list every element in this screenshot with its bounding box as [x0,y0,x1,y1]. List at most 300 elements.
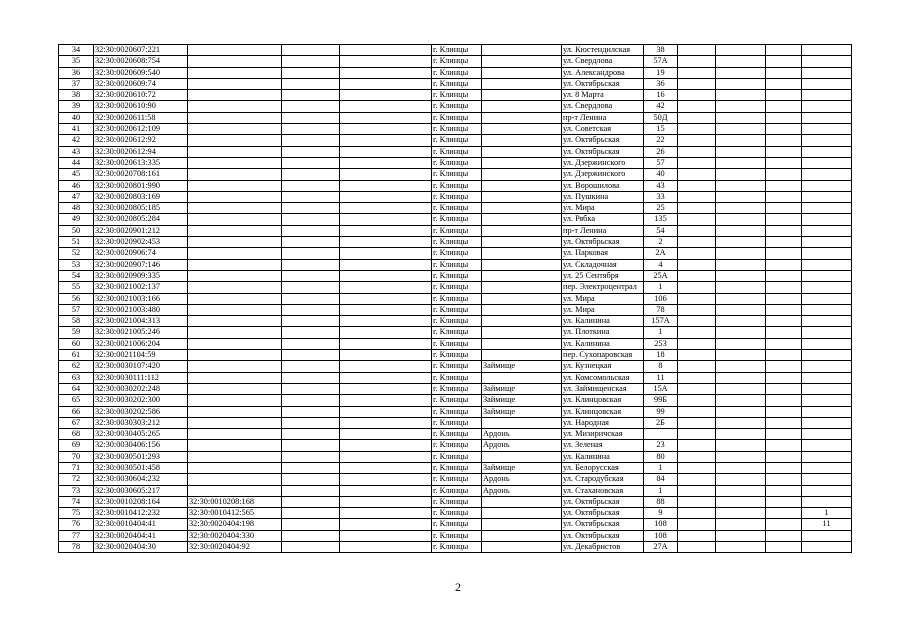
locality-cell: Ардонь [482,440,562,451]
locality-cell [482,508,562,519]
empty-cell [340,101,432,112]
locality-cell [482,237,562,248]
city-cell: г. Клинцы [432,146,482,157]
empty-cell [716,191,766,202]
empty-cell [716,293,766,304]
table-row [59,112,852,123]
house-number-cell: 78 [644,304,678,315]
street-cell: ул. Свердлова [562,101,644,112]
empty-cell [678,350,716,361]
empty-cell [340,508,432,519]
cadastral-number-cell: 32:30:0020907:146 [94,259,188,270]
empty-cell [716,372,766,383]
empty-cell [678,474,716,485]
empty-cell [340,180,432,191]
empty-cell [766,485,802,496]
row-number-cell: 66 [59,406,94,417]
empty-cell [716,304,766,315]
empty-cell [340,485,432,496]
street-cell: ул. Свердлова [562,56,644,67]
table-row [59,361,852,372]
house-number-cell: 25А [644,270,678,281]
linked-cadastral-number-cell [188,90,282,101]
linked-cadastral-number-cell [188,293,282,304]
empty-cell [716,530,766,541]
empty-cell [766,338,802,349]
locality-cell: Ардонь [482,474,562,485]
house-number-cell: 57 [644,157,678,168]
city-cell: г. Клинцы [432,417,482,428]
house-number-cell: 135 [644,214,678,225]
house-number-cell: 36 [644,78,678,89]
cadastral-number-cell: 32:30:0020708:161 [94,169,188,180]
empty-cell [766,383,802,394]
empty-cell [716,496,766,507]
row-number-cell: 64 [59,383,94,394]
empty-cell [340,316,432,327]
street-cell: ул. Советская [562,124,644,135]
empty-cell [678,157,716,168]
linked-cadastral-number-cell [188,350,282,361]
locality-cell [482,316,562,327]
cadastral-number-cell: 32:30:0020805:284 [94,214,188,225]
extra-count-cell [802,248,852,259]
street-cell: ул. Октябрьская [562,519,644,530]
empty-cell [282,67,340,78]
cadastral-number-cell: 32:30:0030604:232 [94,474,188,485]
extra-count-cell [802,90,852,101]
linked-cadastral-number-cell [188,101,282,112]
extra-count-cell [802,146,852,157]
house-number-cell: 15А [644,383,678,394]
empty-cell [678,282,716,293]
empty-cell [716,485,766,496]
city-cell: г. Клинцы [432,293,482,304]
city-cell: г. Клинцы [432,45,482,56]
city-cell: г. Клинцы [432,406,482,417]
extra-count-cell [802,259,852,270]
linked-cadastral-number-cell [188,474,282,485]
house-number-cell: 19 [644,67,678,78]
extra-count-cell [802,429,852,440]
house-number-cell: 40 [644,169,678,180]
row-number-cell: 46 [59,180,94,191]
locality-cell [482,270,562,281]
row-number-cell: 57 [59,304,94,315]
empty-cell [716,214,766,225]
linked-cadastral-number-cell: 32:30:0020404:92 [188,542,282,553]
house-number-cell: 1 [644,327,678,338]
empty-cell [340,90,432,101]
empty-cell [340,293,432,304]
empty-cell [340,259,432,270]
table-row [59,327,852,338]
empty-cell [766,248,802,259]
table-row [59,191,852,202]
empty-cell [282,225,340,236]
linked-cadastral-number-cell [188,112,282,123]
empty-cell [678,124,716,135]
empty-cell [766,316,802,327]
cadastral-number-cell: 32:30:0030111:112 [94,372,188,383]
empty-cell [678,180,716,191]
empty-cell [678,361,716,372]
row-number-cell: 38 [59,90,94,101]
cadastral-number-cell: 32:30:0020404:41 [94,530,188,541]
extra-count-cell [802,417,852,428]
house-number-cell: 108 [644,530,678,541]
city-cell: г. Клинцы [432,101,482,112]
table-row [59,203,852,214]
empty-cell [340,304,432,315]
row-number-cell: 69 [59,440,94,451]
linked-cadastral-number-cell [188,259,282,270]
table-row [59,135,852,146]
empty-cell [766,45,802,56]
city-cell: г. Клинцы [432,496,482,507]
empty-cell [766,282,802,293]
table-row [59,67,852,78]
street-cell: ул. Октябрьская [562,78,644,89]
cadastral-number-cell: 32:30:0021006:204 [94,338,188,349]
table-row [59,508,852,519]
empty-cell [716,462,766,473]
empty-cell [766,350,802,361]
empty-cell [340,530,432,541]
linked-cadastral-number-cell [188,304,282,315]
empty-cell [716,508,766,519]
cadastral-number-cell: 32:30:0020612:92 [94,135,188,146]
table-row [59,282,852,293]
street-cell: ул. Рябка [562,214,644,225]
empty-cell [766,519,802,530]
empty-cell [282,304,340,315]
table-row [59,270,852,281]
locality-cell [482,56,562,67]
empty-cell [282,361,340,372]
house-number-cell: 57А [644,56,678,67]
empty-cell [766,474,802,485]
street-cell: ул. Дзержинского [562,157,644,168]
city-cell: г. Клинцы [432,361,482,372]
extra-count-cell [802,474,852,485]
empty-cell [716,474,766,485]
extra-count-cell [802,124,852,135]
empty-cell [282,338,340,349]
empty-cell [340,440,432,451]
row-number-cell: 51 [59,237,94,248]
house-number-cell: 8 [644,361,678,372]
extra-count-cell [802,395,852,406]
locality-cell: Займище [482,406,562,417]
table-row [59,496,852,507]
empty-cell [716,180,766,191]
locality-cell [482,169,562,180]
empty-cell [678,395,716,406]
extra-count-cell [802,304,852,315]
cadastral-number-cell: 32:30:0010208:164 [94,496,188,507]
locality-cell [482,293,562,304]
empty-cell [282,45,340,56]
linked-cadastral-number-cell [188,327,282,338]
empty-cell [766,372,802,383]
linked-cadastral-number-cell [188,282,282,293]
locality-cell [482,225,562,236]
empty-cell [282,542,340,553]
linked-cadastral-number-cell [188,45,282,56]
linked-cadastral-number-cell [188,462,282,473]
locality-cell [482,304,562,315]
table-row [59,304,852,315]
empty-cell [340,395,432,406]
row-number-cell: 42 [59,135,94,146]
empty-cell [340,350,432,361]
empty-cell [678,508,716,519]
empty-cell [716,225,766,236]
linked-cadastral-number-cell [188,485,282,496]
empty-cell [766,78,802,89]
empty-cell [766,327,802,338]
locality-cell [482,338,562,349]
street-cell: ул. Стародубская [562,474,644,485]
linked-cadastral-number-cell [188,214,282,225]
linked-cadastral-number-cell [188,157,282,168]
city-cell: г. Клинцы [432,124,482,135]
empty-cell [716,237,766,248]
table-row [59,474,852,485]
house-number-cell: 15 [644,124,678,135]
row-number-cell: 62 [59,361,94,372]
table-row [59,372,852,383]
empty-cell [766,451,802,462]
empty-cell [678,417,716,428]
empty-cell [282,282,340,293]
house-number-cell: 99Б [644,395,678,406]
city-cell: г. Клинцы [432,327,482,338]
linked-cadastral-number-cell [188,203,282,214]
cadastral-number-cell: 32:30:0020909:335 [94,270,188,281]
empty-cell [340,406,432,417]
empty-cell [766,135,802,146]
row-number-cell: 55 [59,282,94,293]
empty-cell [716,519,766,530]
house-number-cell: 1 [644,282,678,293]
row-number-cell: 34 [59,45,94,56]
table-row [59,90,852,101]
extra-count-cell [802,350,852,361]
street-cell: ул. Мира [562,304,644,315]
row-number-cell: 39 [59,101,94,112]
city-cell: г. Клинцы [432,203,482,214]
empty-cell [282,417,340,428]
table-row [59,214,852,225]
locality-cell [482,542,562,553]
street-cell: пр-т Ленина [562,112,644,123]
empty-cell [678,383,716,394]
empty-cell [340,203,432,214]
street-cell: ул. Комсомольская [562,372,644,383]
row-number-cell: 54 [59,270,94,281]
house-number-cell: 1 [644,462,678,473]
linked-cadastral-number-cell [188,417,282,428]
table-row [59,451,852,462]
street-cell: ул. Займищенская [562,383,644,394]
street-cell: ул. Калинина [562,338,644,349]
street-cell: ул. 8 Марта [562,90,644,101]
row-number-cell: 36 [59,67,94,78]
cadastral-number-cell: 32:30:0020610:90 [94,101,188,112]
house-number-cell: 50Д [644,112,678,123]
street-cell: ул. Парковая [562,248,644,259]
empty-cell [766,508,802,519]
row-number-cell: 68 [59,429,94,440]
street-cell: пр-т Ленина [562,225,644,236]
row-number-cell: 67 [59,417,94,428]
empty-cell [766,191,802,202]
empty-cell [716,429,766,440]
linked-cadastral-number-cell: 32:30:0010412:565 [188,508,282,519]
empty-cell [340,214,432,225]
linked-cadastral-number-cell [188,191,282,202]
locality-cell [482,157,562,168]
empty-cell [678,67,716,78]
locality-cell [482,90,562,101]
empty-cell [282,180,340,191]
empty-cell [716,316,766,327]
street-cell: ул. Складочная [562,259,644,270]
street-cell: ул. Александрова [562,67,644,78]
empty-cell [678,519,716,530]
empty-cell [678,293,716,304]
empty-cell [340,191,432,202]
house-number-cell: 16 [644,90,678,101]
linked-cadastral-number-cell [188,270,282,281]
extra-count-cell [802,169,852,180]
cadastral-number-cell: 32:30:0020901:212 [94,225,188,236]
extra-count-cell [802,180,852,191]
city-cell: г. Клинцы [432,282,482,293]
extra-count-cell [802,327,852,338]
house-number-cell: 2 [644,237,678,248]
empty-cell [716,361,766,372]
extra-count-cell: 1 [802,508,852,519]
street-cell: ул. Белорусская [562,462,644,473]
linked-cadastral-number-cell [188,124,282,135]
empty-cell [340,451,432,462]
table-body [59,45,852,553]
street-cell: ул. Мира [562,293,644,304]
cadastral-number-cell: 32:30:0020612:109 [94,124,188,135]
linked-cadastral-number-cell [188,146,282,157]
cadastral-number-cell: 32:30:0021002:137 [94,282,188,293]
empty-cell [282,406,340,417]
locality-cell [482,203,562,214]
extra-count-cell [802,293,852,304]
linked-cadastral-number-cell [188,429,282,440]
street-cell: ул. Октябрьская [562,237,644,248]
empty-cell [766,440,802,451]
locality-cell [482,259,562,270]
row-number-cell: 48 [59,203,94,214]
cadastral-number-cell: 32:30:0030202:248 [94,383,188,394]
cadastral-number-cell: 32:30:0030107:420 [94,361,188,372]
empty-cell [678,496,716,507]
empty-cell [716,45,766,56]
empty-cell [282,519,340,530]
table-row [59,417,852,428]
linked-cadastral-number-cell [188,78,282,89]
cadastral-number-cell: 32:30:0020906:74 [94,248,188,259]
street-cell: ул. Клинцовская [562,406,644,417]
empty-cell [678,316,716,327]
empty-cell [716,338,766,349]
cadastral-number-cell: 32:30:0021003:166 [94,293,188,304]
city-cell: г. Клинцы [432,429,482,440]
empty-cell [766,542,802,553]
city-cell: г. Клинцы [432,90,482,101]
city-cell: г. Клинцы [432,485,482,496]
linked-cadastral-number-cell: 32:30:0020404:330 [188,530,282,541]
locality-cell [482,191,562,202]
linked-cadastral-number-cell [188,383,282,394]
extra-count-cell [802,406,852,417]
cadastral-number-cell: 32:30:0030406:156 [94,440,188,451]
empty-cell [678,237,716,248]
cadastral-number-cell: 32:30:0020609:74 [94,78,188,89]
table-row [59,440,852,451]
linked-cadastral-number-cell [188,135,282,146]
house-number-cell: 106 [644,293,678,304]
street-cell: ул. Калинина [562,451,644,462]
row-number-cell: 49 [59,214,94,225]
cadastral-number-cell: 32:30:0010412:232 [94,508,188,519]
empty-cell [340,282,432,293]
city-cell: г. Клинцы [432,78,482,89]
street-cell: ул. Мизиричская [562,429,644,440]
extra-count-cell [802,485,852,496]
extra-count-cell [802,383,852,394]
house-number-cell: 88 [644,496,678,507]
city-cell: г. Клинцы [432,180,482,191]
cadastral-number-cell: 32:30:0030501:293 [94,451,188,462]
locality-cell [482,112,562,123]
house-number-cell: 22 [644,135,678,146]
empty-cell [340,78,432,89]
table-row [59,56,852,67]
extra-count-cell [802,157,852,168]
empty-cell [766,429,802,440]
empty-cell [716,451,766,462]
row-number-cell: 61 [59,350,94,361]
empty-cell [340,45,432,56]
empty-cell [678,56,716,67]
empty-cell [282,327,340,338]
empty-cell [282,350,340,361]
empty-cell [678,270,716,281]
row-number-cell: 53 [59,259,94,270]
extra-count-cell [802,361,852,372]
locality-cell [482,372,562,383]
empty-cell [282,237,340,248]
table-row [59,429,852,440]
locality-cell [482,101,562,112]
locality-cell [482,124,562,135]
empty-cell [340,237,432,248]
empty-cell [282,383,340,394]
empty-cell [282,101,340,112]
house-number-cell: 25 [644,203,678,214]
row-number-cell: 59 [59,327,94,338]
